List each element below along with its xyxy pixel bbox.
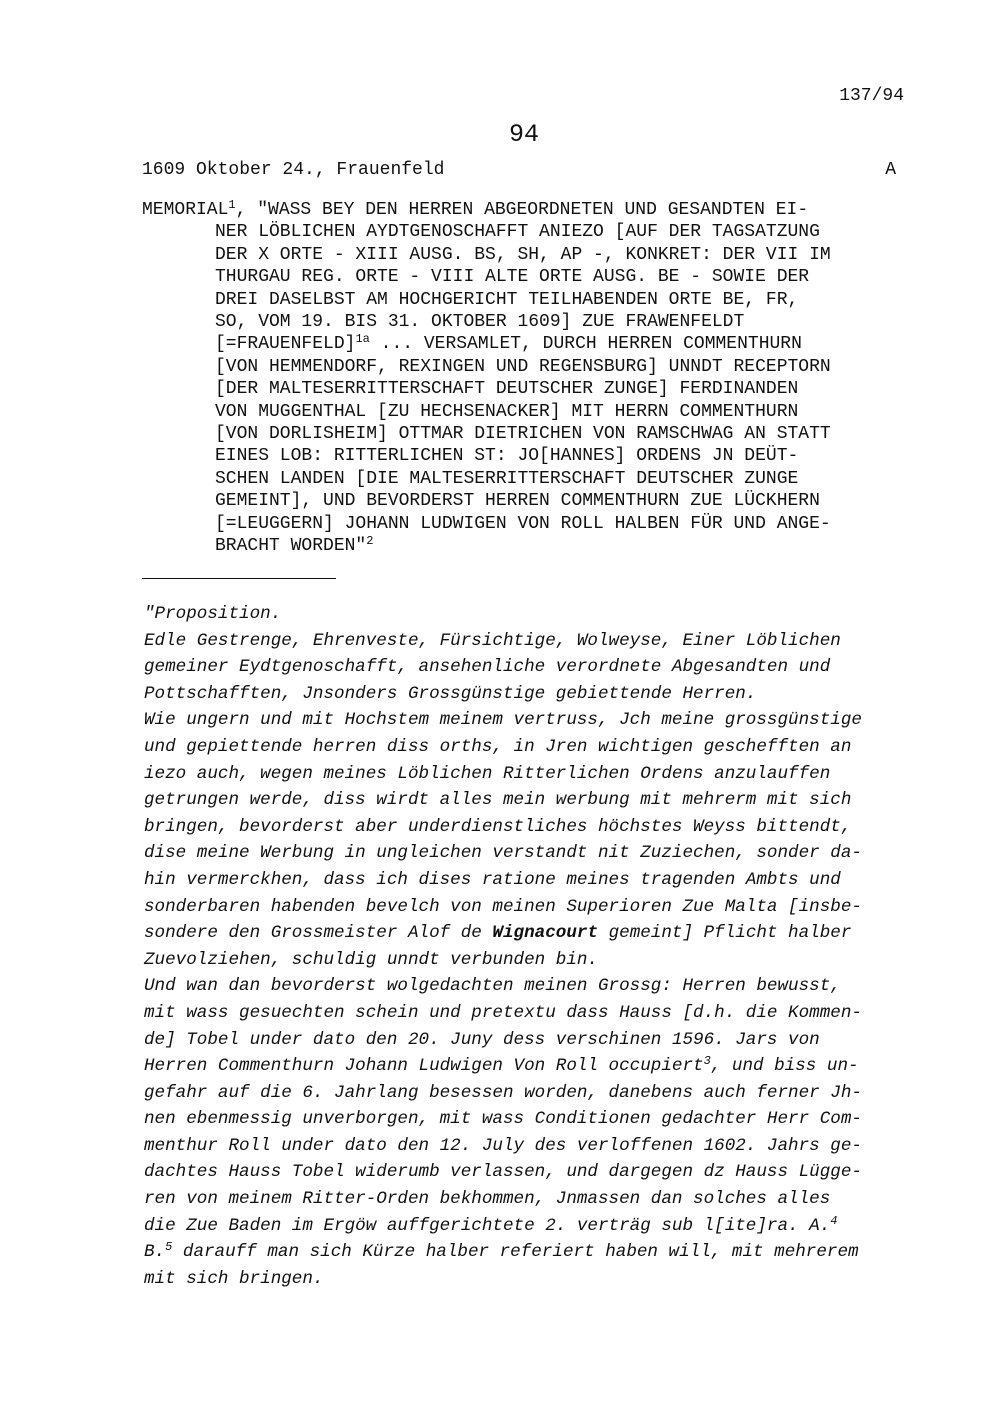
section-divider [142, 578, 336, 579]
quote-line: de] Tobel under dato den 20. Juny dess verschinen 1596. Jars von [144, 1029, 820, 1050]
quote-line: bringen, bevorderst aber underdienstliches höchstes Weyss bittendt, [144, 816, 852, 837]
memorial-text: , "WASS BEY DEN HERREN ABGEORDNETEN UND GESANDTEN EI- [235, 200, 809, 220]
quote-line: nen ebenmessig unverborgen, mit wass Conditionen gedachter Herr Com- [144, 1109, 862, 1130]
quote-text: darauff man sich Kürze halber referiert haben will, mit mehrerem [172, 1242, 859, 1263]
quote-line [144, 1053, 914, 1080]
quote-line: menthur Roll under dato den 12. July des verloffenen 1602. Jahrs ge- [144, 1135, 862, 1156]
quote-line: Edle Gestrenge, Ehrenveste, Fürsichtige, Wolweyse, Einer Löblichen [144, 630, 841, 651]
memorial-heading [142, 199, 912, 558]
footnote-mark: 5 [165, 1240, 173, 1255]
memorial-line [142, 535, 912, 557]
quote-line [144, 1239, 914, 1266]
quote-line: Pottschafften, Jnsonders Grossgünstige gebiettende Herren. [144, 683, 757, 704]
quote-line: dachtes Hauss Tobel widerumb verlassen, und dargegen dz Hauss Lügge- [144, 1162, 862, 1183]
footnote-mark: 1 [228, 198, 236, 212]
memorial-line: VON MUGGENTHAL [ZU HECHSENACKER] MIT HERRN COMMENTHURN [215, 401, 799, 422]
quote-line [144, 920, 914, 947]
quote-line: iezo auch, wegen meines Löblichen Ritterlichen Ordens anzulauffen [144, 763, 831, 784]
memorial-line: [DER MALTESERRITTERSCHAFT DEUTSCHER ZUNGE] FERDINANDEN [215, 379, 799, 400]
memorial-line: GEMEINT], UND BEVORDERST HERREN COMMENTHURN ZUE LÜCKHERN [215, 491, 820, 512]
document-reference: 137/94 [839, 86, 904, 106]
memorial-text: ... VERSAMLET, DURCH HERREN COMMENTHURN [369, 334, 802, 355]
memorial-word: MEMORIAL [142, 200, 229, 220]
memorial-line: DREI DASELBST AM HOCHGERICHT TEILHABENDEN ORTE BE, FR, [215, 289, 799, 310]
footnote-mark: 4 [830, 1213, 838, 1228]
quote-line: gefahr auf die 6. Jahrlang besessen worden, danebens auch ferner Jh- [144, 1082, 862, 1103]
footnote-mark: 2 [366, 534, 374, 549]
quote-line [144, 1213, 914, 1240]
quote-line: ren von meinem Ritter-Orden bekhommen, Jnmassen dan solches alles [144, 1189, 831, 1210]
memorial-line: THURGAU REG. ORTE - VIII ALTE ORTE AUSG. BE - SOWIE DER [215, 267, 810, 288]
quote-text: B. [144, 1242, 166, 1263]
quote-text: Herren Commenthurn Johann Ludwigen Von Roll occupiert [144, 1056, 704, 1077]
memorial-line: SO, VOM 19. BIS 31. OKTOBER 1609] ZUE FRAWENFELDT [215, 312, 745, 333]
quote-line: Wie ungern und mit Hochstem meinem vertruss, Jch meine grossgünstige [144, 710, 862, 731]
quote-line: getrungen werde, diss wirdt alles mein werbung mit mehrerm mit sich [144, 790, 852, 811]
memorial-line [142, 199, 912, 221]
quote-text: sondere den Grossmeister Alof de [144, 923, 493, 944]
memorial-line: [VON DORLISHEIM] OTTMAR DIETRICHEN VON RAMSCHWAG AN STATT [215, 424, 831, 445]
bold-name: Wignacourt [492, 923, 599, 944]
quote-text: , und biss un- [710, 1056, 859, 1077]
quote-text: die Zue Baden im Ergöw auffgerichtete 2. verträg sub l[ite]ra. A. [144, 1215, 831, 1236]
quote-line: gemeiner Eydtgenoschafft, ansehenliche verordnete Abgesandten und [144, 657, 831, 678]
quote-line: Zuevolziehen, schuldig unndt verbunden bin. [144, 949, 598, 970]
memorial-line: [VON HEMMENDORF, REXINGEN UND REGENSBURG] UNNDT RECEPTORN [215, 356, 831, 377]
quote-line: Und wan dan bevorderst wolgedachten meinen Grossg: Herren bewusst, [144, 976, 841, 997]
date-place-line: 1609 Oktober 24., Frauenfeld [142, 160, 445, 180]
quote-line: sonderbaren habenden bevelch von meinen Superioren Zue Malta [insbe- [144, 896, 862, 917]
memorial-line: EINES LOB: RITTERLICHEN ST: JO[HANNES] ORDENS JN DEÜT- [215, 446, 799, 467]
memorial-line: NER LÖBLICHEN AYDTGENOSCHAFFT ANIEZO [AUF DER TAGSATZUNG [215, 222, 820, 243]
memorial-line: [=LEUGGERN] JOHANN LUDWIGEN VON ROLL HALBEN FÜR UND ANGE- [215, 513, 831, 534]
quote-line: mit sich bringen. [144, 1268, 324, 1289]
footnote-mark: 3 [703, 1054, 711, 1069]
quote-line: hin vermerckhen, dass ich dises ratione meines tragenden Ambts und [144, 869, 841, 890]
memorial-line: DER X ORTE - XIII AUSG. BS, SH, AP -, KONKRET: DER VII IM [215, 244, 831, 265]
proposition-quote [144, 601, 914, 1292]
quote-line: mit wass gesuechten schein und pretextu dass Hauss [d.h. die Kommen- [144, 1002, 862, 1023]
quote-text: gemeint] Pflicht halber [598, 923, 852, 944]
page-number: 94 [508, 120, 539, 149]
memorial-line [142, 333, 912, 355]
quote-line: "Proposition. [144, 604, 282, 624]
quote-line: und gepiettende herren diss orths, in Jren wichtigen geschefften an [144, 736, 852, 757]
document-code: A [885, 160, 896, 180]
memorial-text: [=FRAUENFELD] [215, 334, 356, 355]
memorial-text: BRACHT WORDEN" [215, 536, 367, 557]
memorial-line: SCHEN LANDEN [DIE MALTESERRITTERSCHAFT DEUTSCHER ZUNGE [215, 468, 799, 489]
footnote-mark: 1a [355, 332, 370, 347]
quote-line: dise meine Werbung in ungleichen verstandt nit Zuziechen, sonder da- [144, 843, 862, 864]
